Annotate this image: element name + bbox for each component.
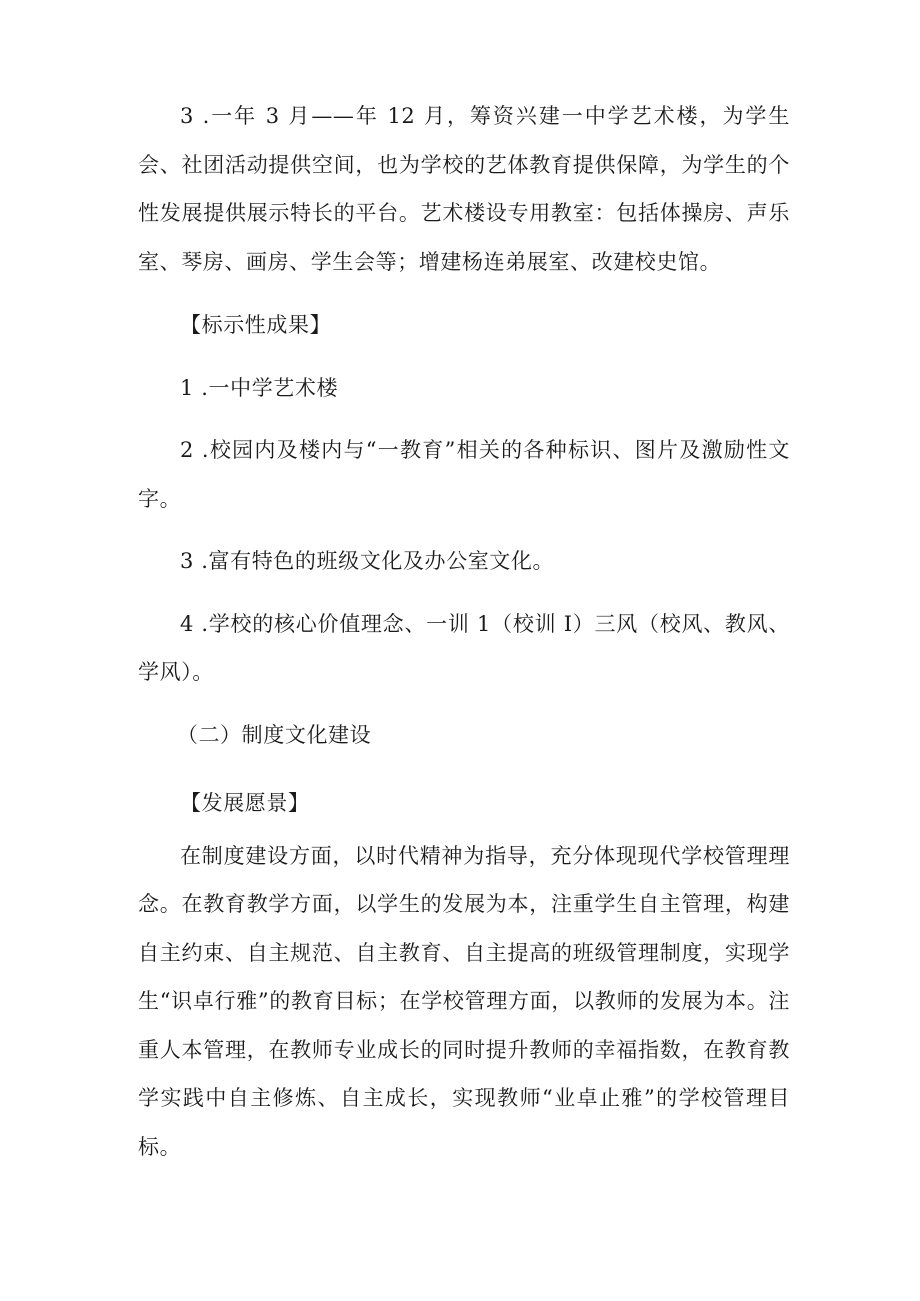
- list-item-2: 2 .校园内及楼内与“一教育”相关的各种标识、图片及激励性文字。: [138, 438, 790, 511]
- paragraph-art-building: 3 .一年 3 月——年 12 月，筹资兴建一中学艺术楼，为学生会、社团活动提供空间，也为学校的艺体教育提供保障，为学生的个性发展提供展示特长的平台。艺术楼设专用教室：包括体操房、声乐室、琴房、画房、学生会等；增建杨连弟展室、改建校史馆。: [138, 104, 790, 274]
- list-item-4: 4 .学校的核心价值理念、一训 1（校训 I）三风（校风、教风、学风）。: [138, 611, 790, 684]
- list-item-1: 1 .一中学艺术楼: [180, 375, 339, 400]
- document-body: [138, 92, 790, 1171]
- section-heading-system-culture: （二）制度文化建设: [176, 722, 372, 747]
- paragraph-system-construction: 在制度建设方面，以时代精神为指导，充分体现现代学校管理理念。在教育教学方面，以学生的发展为本，注重学生自主管理，构建自主约束、自主规范、自主教育、自主提高的班级管理制度，实现学生“识卓行雅”的教育目标；在学校管理方面，以教师的发展为本。注重人本管理，在教师专业成长的同时提升教师的幸福指数，在教育教学实践中自主修炼、自主成长，实现教师“业卓止雅”的学校管理目标。: [138, 843, 790, 1159]
- section-marker-vision: 【发展愿景】: [180, 791, 310, 815]
- list-item-3: 3 .富有特色的班级文化及办公室文化。: [180, 549, 555, 573]
- section-marker-achievements: 【标示性成果】: [180, 313, 332, 337]
